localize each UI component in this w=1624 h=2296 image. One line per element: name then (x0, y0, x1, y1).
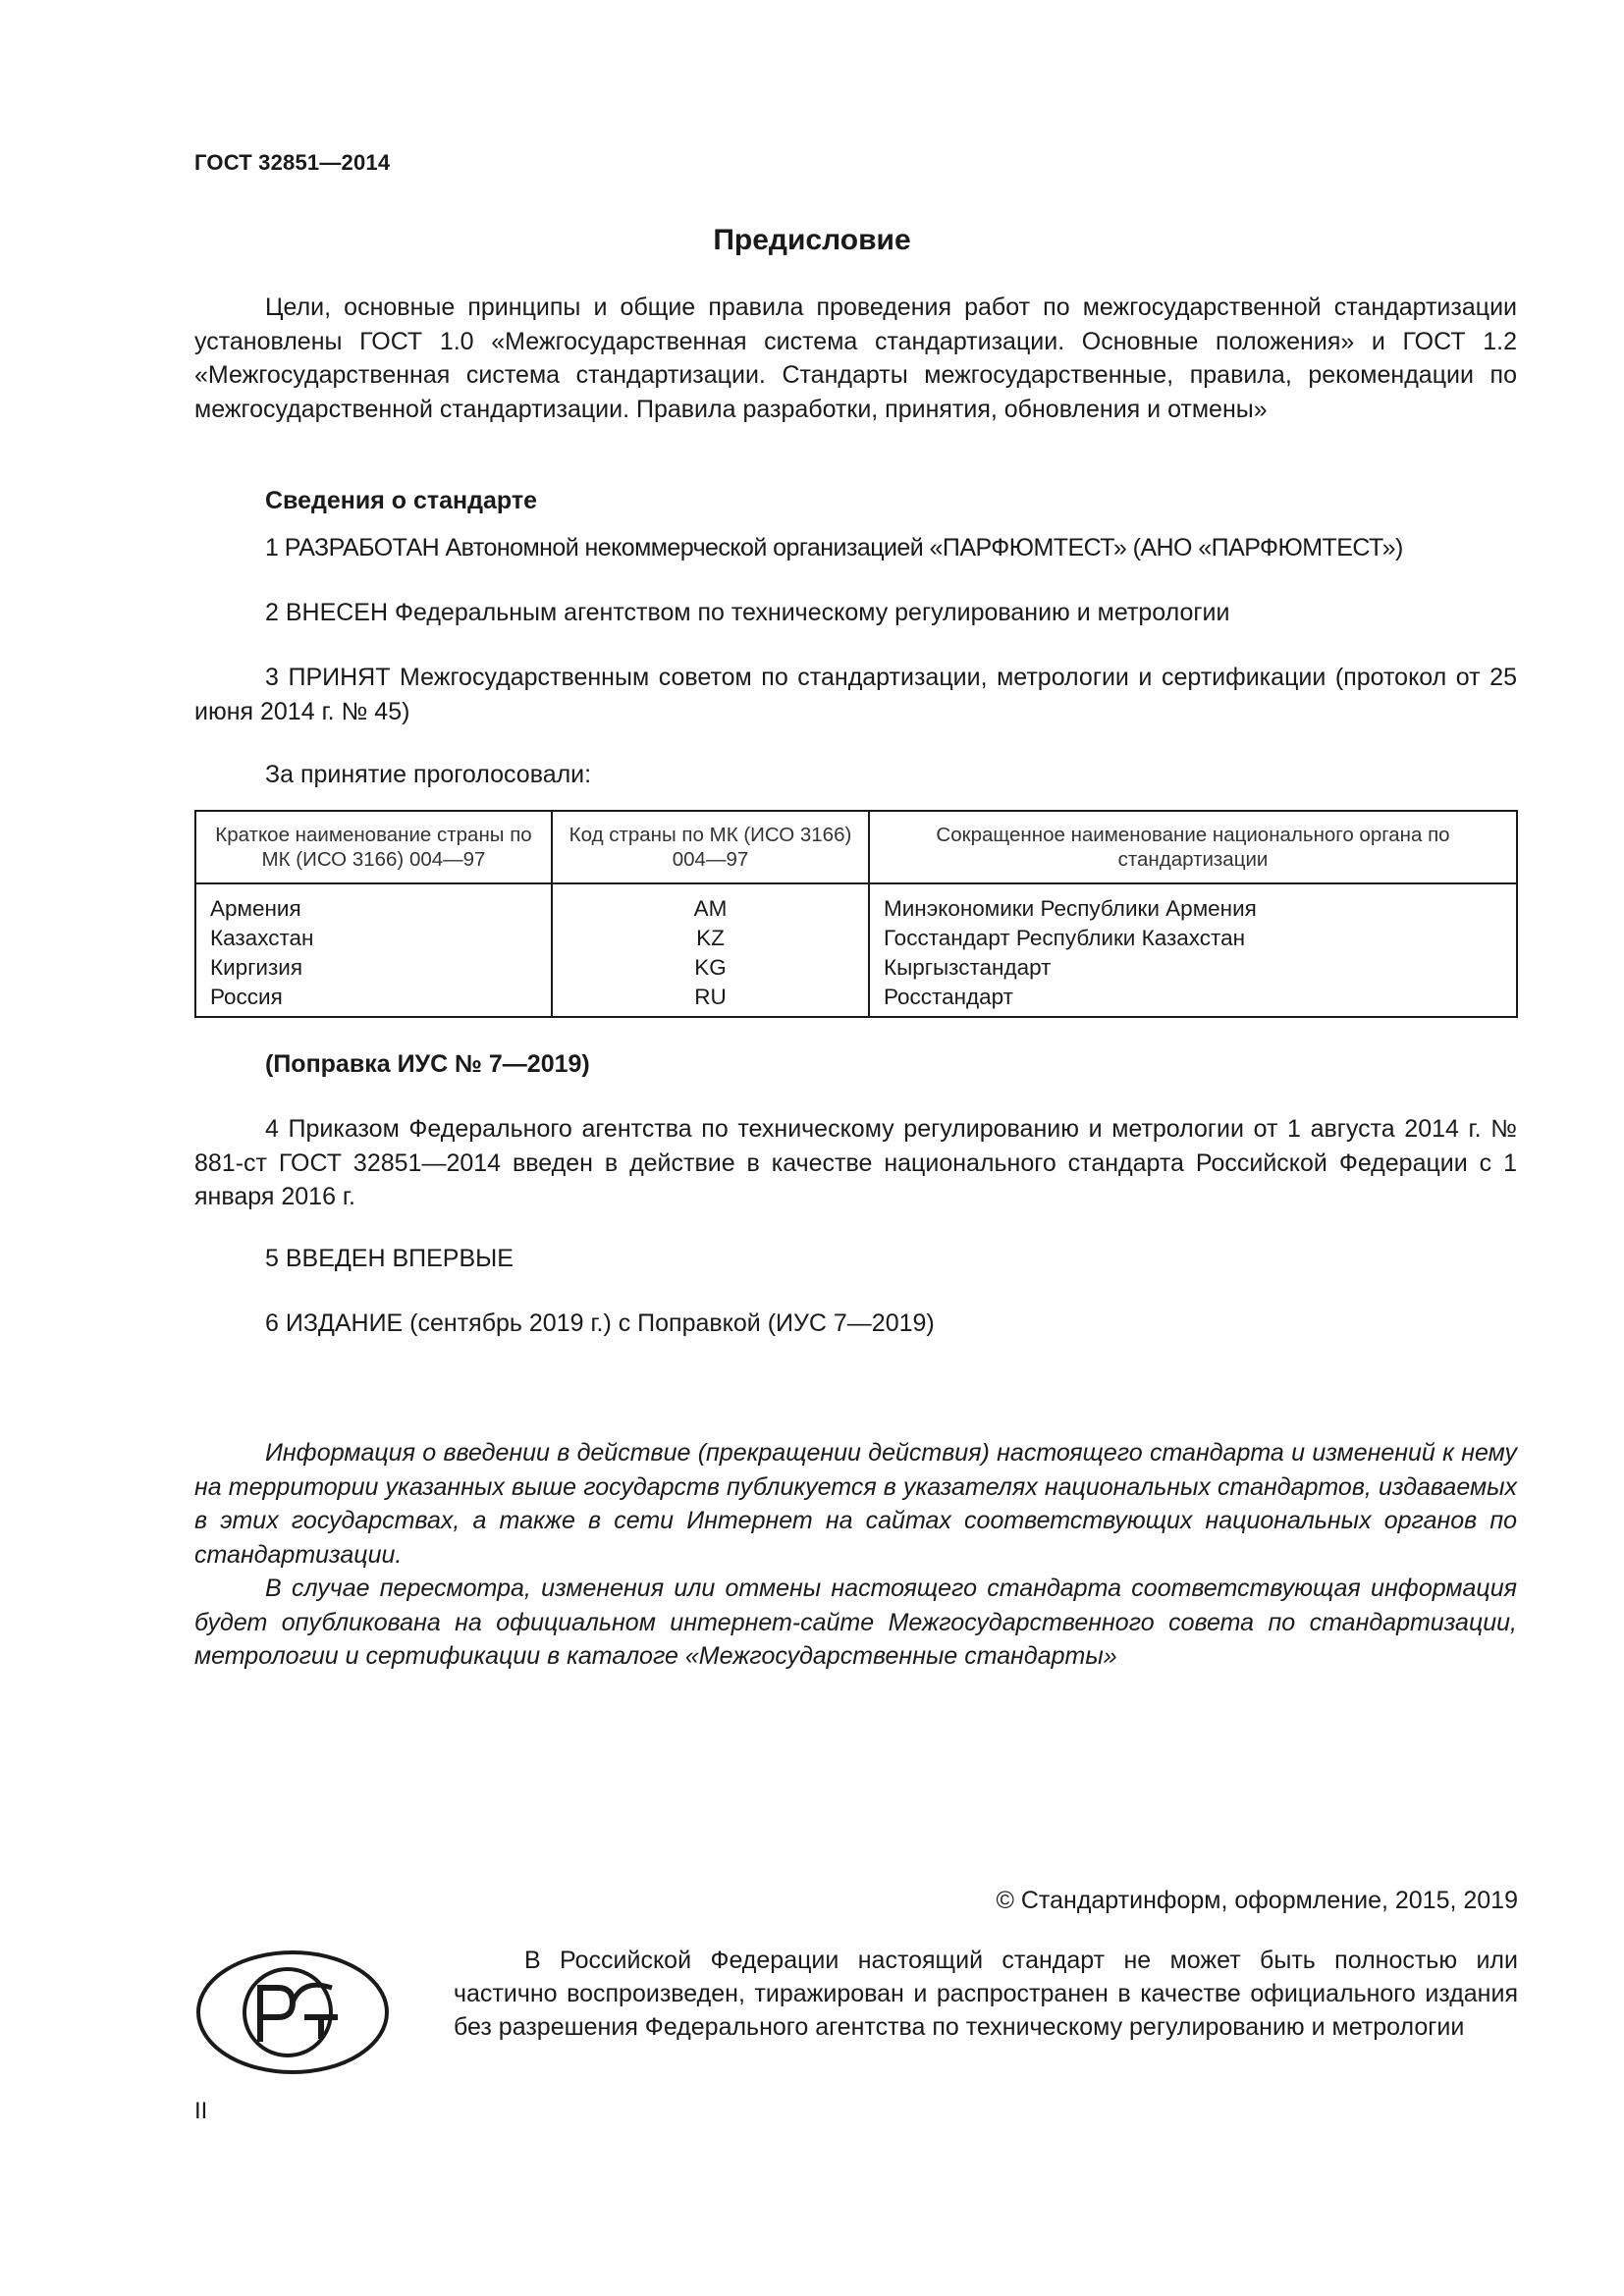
table-row (195, 886, 1517, 924)
item-4-block (194, 1112, 1517, 1214)
table-row (195, 983, 1517, 1017)
votes-table (194, 810, 1518, 1018)
item-3: 3 ПРИНЯТ Межгосударственным советом по стандартизации, метрологии и сертификации (протокол от 25 июня 2014 г. № 45) (194, 664, 1517, 725)
item-1-block (194, 531, 1517, 565)
table-cell-authority: Росстандарт (869, 983, 1517, 1017)
reproduction-notice: В Российской Федерации настоящий стандарт не может быть полностью или частично воспроизведен, тиражирован и распространен в качестве официального издания без разрешения Федерального агентства по техническому регулированию и метрологии (454, 1947, 1518, 2041)
table-header-country: Краткое наименование страны по МК (ИСО 3166) 004—97 (195, 811, 552, 883)
standard-info-heading-block (194, 484, 1517, 518)
item-1: 1 РАЗРАБОТАН Автономной некоммерческой организацией «ПАРФЮМТЕСТ» (АНО «ПАРФЮМТЕСТ») (265, 534, 1403, 561)
item-4: 4 Приказом Федерального агентства по техническому регулированию и метрологии от 1 августа 2014 г. № 881-ст ГОСТ 32851—2014 введен в действие в качестве национального стандарта Российской Федерации с 1 января 2016 г. (194, 1115, 1517, 1210)
table-cell-authority: Кыргызстандарт (869, 953, 1517, 983)
item-6: 6 ИЗДАНИЕ (сентябрь 2019 г.) с Поправкой (ИУС 7—2019) (265, 1309, 935, 1337)
rst-logo (194, 1949, 391, 2076)
table-cell-country: Россия (195, 983, 552, 1017)
table-cell-authority: Госстандарт Республики Казахстан (869, 924, 1517, 953)
table-row (195, 924, 1517, 953)
page-number: II (194, 2098, 208, 2124)
standard-info-heading: Сведения о стандарте (265, 487, 538, 514)
amendment-block (194, 1047, 1517, 1082)
info-italic-block (194, 1436, 1517, 1674)
table-cell-code: AM (552, 886, 869, 924)
table-cell-country: Киргизия (195, 953, 552, 983)
item-2-block (194, 596, 1517, 630)
item-5-block (194, 1242, 1517, 1276)
preface-intro-block (194, 291, 1517, 426)
table-header-code: Код страны по МК (ИСО 3166) 004—97 (552, 811, 869, 883)
info-italic-2: В случае пересмотра, изменения или отмены настоящего стандарта соответствующая информация будет опубликована на официальном интернет-сайте Межгосударственного совета по стандартизации, метрологии и сертификации в каталоге «Межгосударственные стандарты» (194, 1575, 1517, 1670)
table-row (195, 953, 1517, 983)
item-2: 2 ВНЕСЕН Федеральным агентством по техническому регулированию и метрологии (265, 599, 1230, 626)
copyright-line: © Стандартинформ, оформление, 2015, 2019 (996, 1887, 1518, 1914)
preface-intro: Цели, основные принципы и общие правила проведения работ по межгосударственной стандартизации установлены ГОСТ 1.0 «Межгосударственная система стандартизации. Основные положения» и ГОСТ 1.2 «Межгосударственная система стандартизации. Стандарты межгосударственные, правила, рекомендации по межгосударственной стандартизации. Правила разработки, принятия, обновления и отмены» (194, 294, 1517, 423)
info-italic-1: Информация о введении в действие (прекращении действия) настоящего стандарта и изменений к нему на территории указанных выше государств публикуется в указателях национальных стандартов, издаваемых в этих государствах, а также в сети Интернет на сайтах соответствующих национальных органов по стандартизации. (194, 1439, 1517, 1569)
table-cell-authority: Минэкономики Республики Армения (869, 886, 1517, 924)
amendment-note: (Поправка ИУС № 7—2019) (265, 1050, 590, 1078)
voted-label-block (194, 758, 1517, 792)
table-cell-code: KZ (552, 924, 869, 953)
table-cell-country: Казахстан (195, 924, 552, 953)
item-5: 5 ВВЕДЕН ВПЕРВЫЕ (265, 1245, 514, 1272)
table-cell-code: KG (552, 953, 869, 983)
table-cell-code: RU (552, 983, 869, 1017)
item-3-block (194, 661, 1517, 728)
voted-label: За принятие проголосовали: (265, 761, 592, 788)
table-header-authority: Сокращенное наименование национального органа по стандартизации (869, 811, 1517, 883)
document-code: ГОСТ 32851—2014 (194, 150, 391, 175)
preface-title: Предисловие (713, 224, 911, 256)
table-header-row (195, 811, 1517, 883)
table-cell-country: Армения (195, 886, 552, 924)
item-6-block (194, 1307, 1517, 1341)
